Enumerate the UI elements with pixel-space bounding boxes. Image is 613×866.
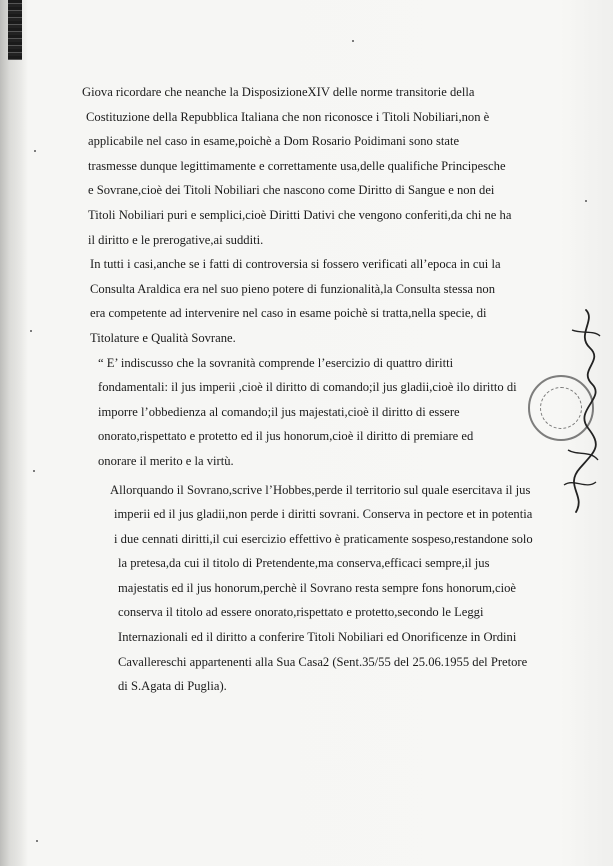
text-line: applicabile nel caso in esame,poichè a Dom Rosario Poidimani sono state (88, 134, 460, 149)
text-line: la pretesa,da cui il titolo di Pretendente,ma conserva,efficaci sempre,il jus (118, 556, 490, 571)
text-line: onorato,rispettato e protetto ed il jus honorum,cioè il diritto di premiare ed (98, 429, 474, 444)
text-line: di S.Agata di Puglia). (118, 679, 227, 694)
text-line: imporre l’obbedienza al comando;il jus majestati,cioè il diritto di essere (98, 404, 460, 419)
scan-speck (33, 470, 35, 472)
paragraph (90, 252, 525, 350)
text-line: Consulta Araldica era nel suo pieno potere di funzionalità,la Consulta stessa non (90, 281, 495, 296)
text-line: majestatis ed il jus honorum,perchè il Sovrano resta sempre fons honorum,cioè (118, 580, 517, 595)
text-line: Internazionali ed il diritto a conferire Titoli Nobiliari ed Onorificenze in Ordini (118, 630, 517, 645)
scan-speck (34, 150, 36, 152)
quotation-paragraph (98, 351, 525, 474)
text-line: Titolature e Qualità Sovrane. (90, 330, 236, 345)
text-line: i due cennati diritti,il cui esercizio effettivo è praticamente sospeso,restandone solo (114, 531, 533, 546)
scan-speck (585, 200, 587, 202)
paragraph (110, 478, 533, 699)
scan-speck (36, 840, 38, 842)
text-line: era competente ad intervenire nel caso in esame poichè si tratta,nella specie, di (90, 306, 487, 321)
text-line: “ E’ indiscusso che la sovranità comprende l’esercizio di quattro diritti (98, 355, 454, 370)
text-line: Costituzione della Repubblica Italiana che non riconosce i Titoli Nobiliari,non è (86, 109, 490, 124)
text-line: e Sovrane,cioè dei Titoli Nobiliari che nascono come Diritto di Sangue e non dei (88, 183, 495, 198)
scan-speck (352, 40, 354, 42)
text-line: onorare il merito e la virtù. (98, 453, 234, 468)
binding-mark (8, 0, 22, 60)
document-body (80, 80, 533, 699)
text-line: Giova ricordare che neanche la DisposizioneXIV delle norme transitorie della (82, 85, 475, 99)
text-line: imperii ed il jus gladii,non perde i diritti sovrani. Conserva in pectore et in potentia (114, 507, 533, 522)
text-line: In tutti i casi,anche se i fatti di controversia si fossero verificati all’epoca in cui la (90, 257, 501, 272)
scan-shadow-edge (0, 0, 28, 866)
scan-speck (30, 330, 32, 332)
handwritten-signature (556, 300, 606, 520)
paragraph (82, 80, 525, 252)
text-line: conserva il titolo ad essere onorato,rispettato e protetto,secondo le Leggi (118, 605, 484, 620)
text-line: Cavallereschi appartenenti alla Sua Casa2 (Sent.35/55 del 25.06.1955 del Pretore (118, 654, 528, 669)
text-line: fondamentali: il jus imperii ,cioè il diritto di comando;il jus gladii,cioè ilo diritto di (98, 380, 517, 395)
text-line: Titoli Nobiliari puri e semplici,cioè Diritti Dativi che vengono conferiti,da chi ne ha (88, 207, 512, 222)
text-line: Allorquando il Sovrano,scrive l’Hobbes,perde il territorio sul quale esercitava il jus (110, 482, 531, 497)
text-line: il diritto e le prerogative,ai sudditi. (88, 232, 264, 247)
text-line: trasmesse dunque legittimamente e correttamente usa,delle qualifiche Principesche (88, 158, 506, 173)
